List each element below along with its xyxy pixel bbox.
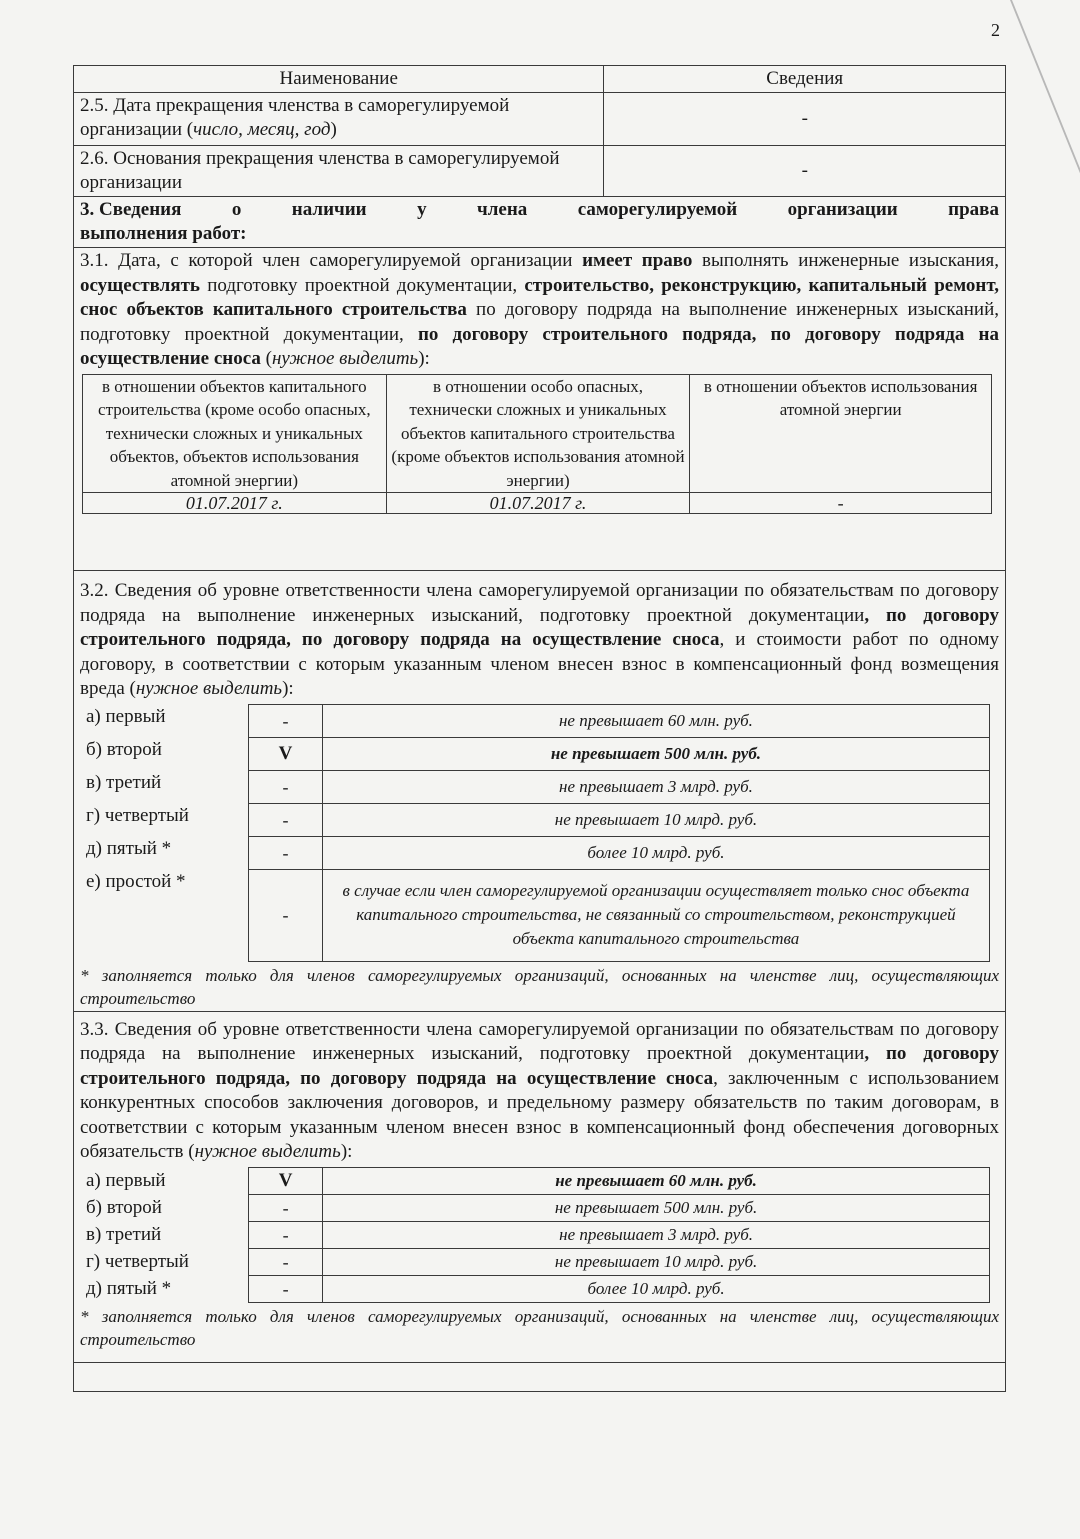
contract-level-text-selected: не превышает 60 млн. руб. [323,1167,990,1194]
table-header-row [74,66,1006,93]
harm-level-text: не превышает 10 млрд. руб. [322,803,989,836]
contract-level-row: б) второй - не превышает 500 млн. руб. [80,1194,990,1221]
empty-bottom-row [74,1362,1006,1391]
rights-date-general: 01.07.2017 г. [83,493,387,514]
contract-level-mark: - [249,1248,323,1275]
empty-cell [74,1362,1006,1391]
harm-level-text-selected: не превышает 500 млн. руб. [322,737,989,770]
membership-table [73,65,1006,1392]
harm-level-row: е) простой * - в случае если член саморегулируемой организации осуществляет только снос объекта капитального строительства, не связанный со строительством, реконструкцией объекта капитального строительства [80,869,990,961]
rights-date-dangerous: 01.07.2017 г. [386,493,690,514]
row-2-6 [74,146,1006,197]
row-2-6-value: - [604,146,1006,197]
header-info: Сведения [604,66,1006,93]
contract-level-row: а) первый V не превышает 60 млн. руб. [80,1167,990,1194]
contract-level-mark-selected: V [249,1167,323,1194]
harm-level-mark: - [248,803,322,836]
harm-level-text: более 10 млрд. руб. [322,836,989,869]
row-2-6-label: 2.6. Основания прекращения членства в саморегулируемой организации [74,146,604,197]
harm-level-row: г) четвертый - не превышает 10 млрд. руб. [80,803,990,836]
contract-level-row: в) третий - не превышает 3 млрд. руб. [80,1221,990,1248]
contract-level-mark: - [249,1275,323,1302]
rights-date-atomic: - [690,493,992,514]
harm-level-mark: - [248,869,322,961]
harm-level-text: в случае если член саморегулируемой организации осуществляет только снос объекта капитального строительства, не связанный со строительством, реконструкцией объекта капитального строительства [322,869,989,961]
harm-level-mark: - [248,704,322,737]
row-2-5-value: - [604,93,1006,146]
contract-level-text: не превышает 500 млн. руб. [323,1194,990,1221]
contract-level-text: не превышает 10 млрд. руб. [323,1248,990,1275]
harm-level-row: б) второй V не превышает 500 млн. руб. [80,737,990,770]
section-3-1 [74,248,1006,571]
section-3-2 [74,571,1006,1012]
section-3-3-row [74,1011,1006,1362]
contract-level-row: д) пятый * - более 10 млрд. руб. [80,1275,990,1302]
row-2-5-label: 2.5. Дата прекращения членства в саморегулируемой организации (число, месяц, год) [74,93,604,146]
section-3-2-footnote: * заполняется только для членов саморегулируемых организаций, основанных на членстве лиц, осуществляющих строительство [80,965,999,1008]
rights-col-dangerous: в отношении особо опасных, технически сложных и уникальных объектов капитального строительства (кроме объектов использования атомной энергии) [386,374,690,493]
section-3-1-text: 3.1. Дата, с которой член саморегулируемой организации имеет право выполнять инженерные изыскания, осуществлять подготовку проектной документации, строительство, реконструкцию, капитальный ремонт, снос объектов капитального строительства по договору подряда на выполнение инженерных изысканий, подготовку проектной документации, по договору строительного подряда, по договору подряда на осуществление сноса (нужное выделить): [80,250,1000,369]
harm-level-text: не превышает 3 млрд. руб. [322,770,989,803]
harm-level-row: в) третий - не превышает 3 млрд. руб. [80,770,990,803]
section-3-2-text: 3.2. Сведения об уровне ответственности члена саморегулируемой организации по обязательствам по договору подряда на выполнение инженерных изысканий, подготовку проектной документации, по договору строительного подряда, по договору подряда на осуществление сноса, и стоимости работ по одному договору, в соответствии с которым указанным членом внесен взнос в компенсационный фонд возмещения вреда (нужное выделить): [80,580,999,699]
document-sheet [73,65,1006,1392]
section-3-1-row [74,248,1006,571]
rights-col-general: в отношении объектов капитального строительства (кроме особо опасных, технически сложных и уникальных объектов, объектов использования атомной энергии) [83,374,387,493]
contract-level-mark: - [249,1194,323,1221]
section-3-3-footnote: * заполняется только для членов саморегулируемых организаций, основанных на членстве лиц, осуществляющих строительство [80,1306,999,1349]
harm-level-row: д) пятый * - более 10 млрд. руб. [80,836,990,869]
contract-level-mark: - [249,1221,323,1248]
header-name: Наименование [74,66,604,93]
row-2-5 [74,93,1006,146]
contract-level-text: более 10 млрд. руб. [323,1275,990,1302]
harm-level-mark-selected: V [248,737,322,770]
section-3-3 [74,1011,1006,1362]
section-3-3-text: 3.3. Сведения об уровне ответственности члена саморегулируемой организации по обязательствам по договору подряда на выполнение инженерных изысканий, подготовку проектной документации, по договору строительного подряда, по договору подряда на осуществление сноса, заключенным с использованием конкурентных способов заключения договоров, и предельному размеру обязательств по таким договорам, в соответствии с которым указанным членом внесен взнос в компенсационный фонд обеспечения договорных обязательств (нужное выделить): [80,1018,999,1162]
rights-col-atomic: в отношении объектов использования атомной энергии [690,374,992,493]
contract-level-text: не превышает 3 млрд. руб. [323,1221,990,1248]
page-number: 2 [991,20,1000,40]
harm-level-row: а) первый - не превышает 60 млн. руб. [80,704,990,737]
harm-level-mark: - [248,770,322,803]
contract-level-row: г) четвертый - не превышает 10 млрд. руб. [80,1248,990,1275]
section-3-title: 3. Сведения о наличии у члена саморегулируемой организации права выполнения работ: [74,197,1006,248]
section-3-title-row [74,197,1006,248]
harm-level-mark: - [248,836,322,869]
rights-date-table [82,374,992,515]
contract-fund-levels-table [80,1167,990,1303]
section-3-2-row [74,571,1006,1012]
harm-fund-levels-table [80,704,990,962]
paper-fold-line [1010,0,1080,260]
harm-level-text: не превышает 60 млн. руб. [322,704,989,737]
